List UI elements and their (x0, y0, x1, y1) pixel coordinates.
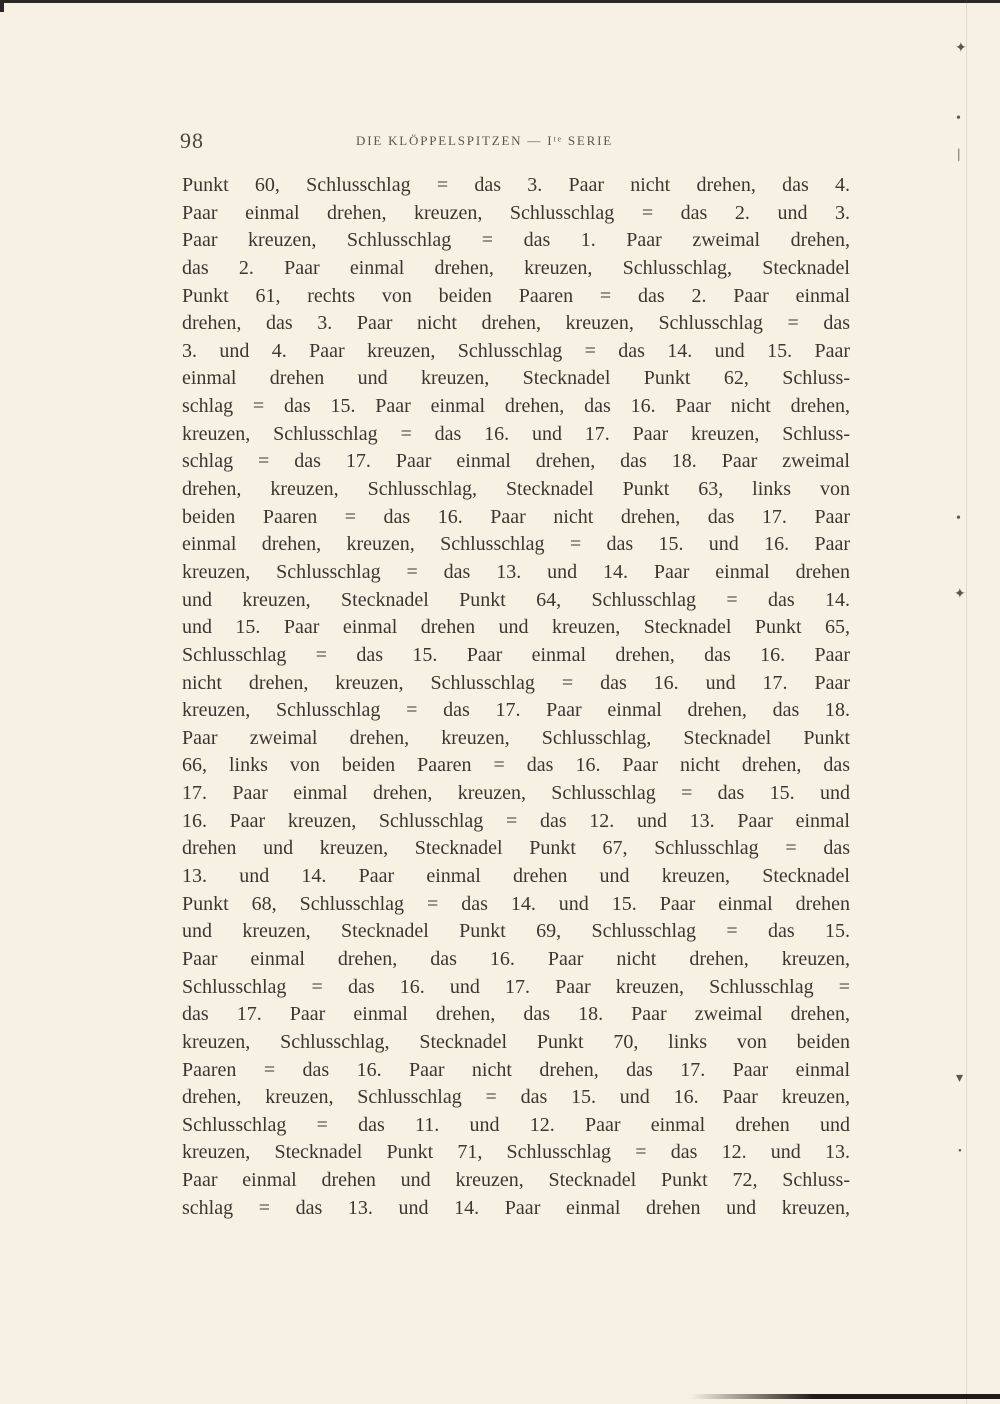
running-title: DIE KLÖPPELSPITZEN — Iᵗᵉ SERIE (356, 133, 613, 148)
text-line: kreuzen, Schlusschlag = das 16. und 17. Paar kreuzen, Schluss- (182, 422, 850, 445)
text-line: einmal drehen, kreuzen, Schlusschlag = das 15. und 16. Paar (182, 533, 850, 556)
text-line: Paar einmal drehen, das 16. Paar nicht drehen, kreuzen, (182, 947, 850, 970)
text-line: schlag = das 17. Paar einmal drehen, das 18. Paar zweimal (182, 450, 850, 473)
text-line: 66, links von beiden Paaren = das 16. Paar nicht drehen, das (182, 754, 850, 777)
ink-speck-icon: • (956, 111, 961, 126)
text-line: Schlusschlag = das 15. Paar einmal drehen, das 16. Paar (182, 643, 850, 666)
text-line: Schlusschlag = das 11. und 12. Paar einmal drehen und (182, 1113, 850, 1136)
text-line: kreuzen, Schlusschlag = das 17. Paar einmal drehen, das 18. (182, 699, 850, 722)
body-text (182, 172, 850, 1222)
text-line: einmal drehen und kreuzen, Stecknadel Punkt 62, Schluss- (182, 367, 850, 390)
text-line: drehen, kreuzen, Schlusschlag, Stecknadel Punkt 63, links von (182, 478, 850, 501)
ink-speck-icon: ǀ (957, 145, 961, 165)
text-line: Punkt 61, rechts von beiden Paaren = das 2. Paar einmal (182, 284, 850, 307)
text-line: Paar einmal drehen und kreuzen, Stecknadel Punkt 72, Schluss- (182, 1169, 850, 1192)
ink-speck-icon: • (956, 511, 961, 526)
page-bottom-edge (690, 1394, 1000, 1399)
text-line: Punkt 68, Schlusschlag = das 14. und 15. Paar einmal drehen (182, 892, 850, 915)
text-line: nicht drehen, kreuzen, Schlusschlag = das 16. und 17. Paar (182, 671, 850, 694)
page-top-edge (0, 0, 1000, 3)
text-line: Schlusschlag = das 16. und 17. Paar kreuzen, Schlusschlag = (182, 975, 850, 998)
ink-speck-icon: ▾ (956, 1071, 964, 1086)
text-line: 17. Paar einmal drehen, kreuzen, Schlusschlag = das 15. und (182, 782, 850, 805)
page-number: 98 (180, 128, 204, 153)
text-line: schlag = das 15. Paar einmal drehen, das 16. Paar nicht drehen, (182, 395, 850, 418)
text-line: Punkt 60, Schlusschlag = das 3. Paar nicht drehen, das 4. (182, 174, 850, 196)
text-line: drehen, kreuzen, Schlusschlag = das 15. und 16. Paar kreuzen, (182, 1086, 850, 1109)
text-line: Paar kreuzen, Schlusschlag = das 1. Paar zweimal drehen, (182, 229, 850, 252)
text-line: und kreuzen, Stecknadel Punkt 64, Schlusschlag = das 14. (182, 588, 850, 611)
text-line: Paaren = das 16. Paar nicht drehen, das 17. Paar einmal (182, 1058, 850, 1081)
text-line: kreuzen, Schlusschlag, Stecknadel Punkt 70, links von beiden (182, 1030, 850, 1053)
text-line: drehen und kreuzen, Stecknadel Punkt 67, Schlusschlag = das (182, 837, 850, 860)
text-line: schlag = das 13. und 14. Paar einmal drehen und kreuzen, (182, 1196, 850, 1219)
text-line: kreuzen, Schlusschlag = das 13. und 14. Paar einmal drehen (182, 560, 850, 583)
text-line: Paar zweimal drehen, kreuzen, Schlusschlag, Stecknadel Punkt (182, 726, 850, 749)
text-line: 13. und 14. Paar einmal drehen und kreuzen, Stecknadel (182, 865, 850, 888)
page-header (180, 128, 660, 153)
text-line: beiden Paaren = das 16. Paar nicht drehen, das 17. Paar (182, 505, 850, 528)
ink-speck-icon: ✦ (954, 587, 966, 602)
text-line: drehen, das 3. Paar nicht drehen, kreuzen, Schlusschlag = das (182, 312, 850, 335)
ink-speck-icon: • (958, 1145, 962, 1157)
text-line: und kreuzen, Stecknadel Punkt 69, Schlusschlag = das 15. (182, 920, 850, 943)
text-line: und 15. Paar einmal drehen und kreuzen, Stecknadel Punkt 65, (182, 616, 850, 639)
text-line: kreuzen, Stecknadel Punkt 71, Schlusschlag = das 12. und 13. (182, 1141, 850, 1164)
binding-shadow (966, 0, 967, 1404)
text-line: das 2. Paar einmal drehen, kreuzen, Schlusschlag, Stecknadel (182, 256, 850, 279)
ink-speck-icon: ✦ (955, 41, 967, 56)
text-line: das 17. Paar einmal drehen, das 18. Paar zweimal drehen, (182, 1003, 850, 1026)
text-line: 3. und 4. Paar kreuzen, Schlusschlag = das 14. und 15. Paar (182, 339, 850, 362)
page-corner-mark (0, 0, 4, 12)
text-line: Paar einmal drehen, kreuzen, Schlusschlag = das 2. und 3. (182, 201, 850, 224)
text-line: 16. Paar kreuzen, Schlusschlag = das 12. und 13. Paar einmal (182, 809, 850, 832)
